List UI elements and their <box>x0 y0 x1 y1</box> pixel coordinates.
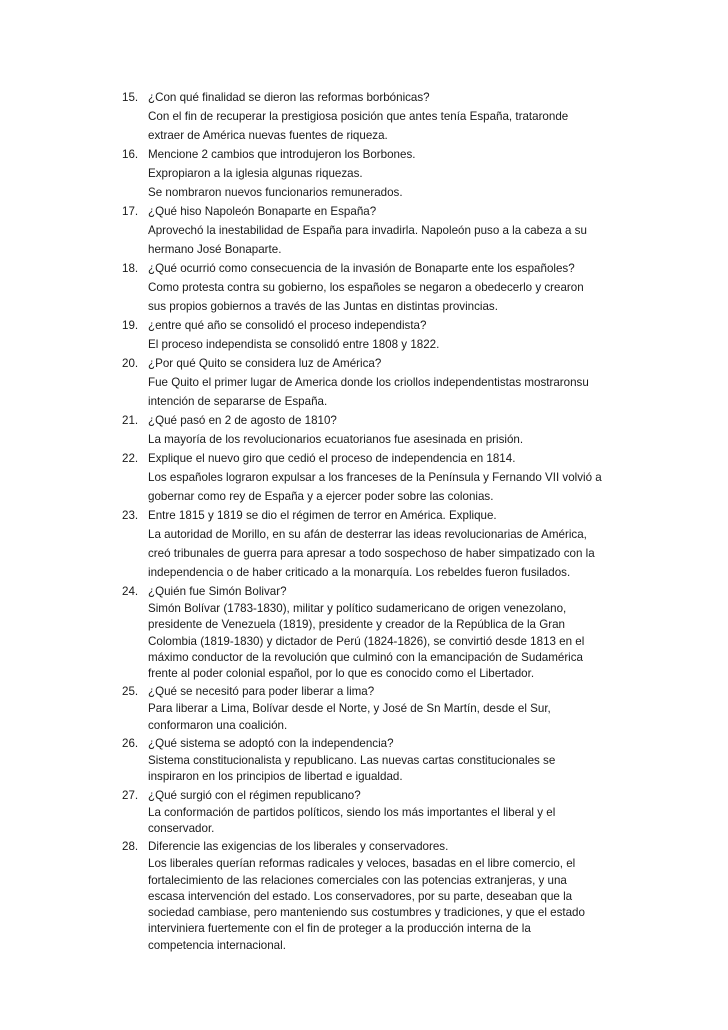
answer-line: sus propios gobiernos a través de las Juntas en distintas provincias. <box>148 300 498 313</box>
list-item <box>122 259 630 316</box>
item-number: 18. <box>122 262 139 275</box>
item-content <box>148 202 630 259</box>
answer-line: competencia internacional. <box>148 938 286 952</box>
answer-line: sociedad cambiase, pero manteniendo sus costumbres y tradiciones, y que el estado <box>148 906 585 920</box>
answer-line: Los liberales querían reformas radicales y veloces, basadas en el libre comercio, el <box>148 857 576 871</box>
item-content <box>148 582 630 682</box>
question-text: Diferencie las exigencias de los liberales y conservadores. <box>148 840 449 854</box>
answer-line: frente al poder colonial español, por lo que es conocido como el Libertador. <box>148 667 535 681</box>
item-number: 16. <box>122 148 139 161</box>
answer-line: La autoridad de Morillo, en su afán de desterrar las ideas revolucionarias de América, <box>148 528 587 541</box>
list-item <box>122 354 630 411</box>
item-number: 22. <box>122 452 139 465</box>
item-number: 28. <box>122 840 139 854</box>
answer-line: presidente de Venezuela (1819), presidente y creador de la República de la Gran <box>148 618 566 632</box>
item-number: 25. <box>122 685 139 699</box>
list-item <box>122 145 630 202</box>
question-text: ¿Qué surgió con el régimen republicano? <box>148 788 361 802</box>
list-item <box>122 582 630 682</box>
list-item <box>122 88 630 145</box>
answer-line: La mayoría de los revolucionarios ecuatorianos fue asesinada en prisión. <box>148 433 524 446</box>
item-number: 17. <box>122 205 139 218</box>
item-number: 26. <box>122 737 139 751</box>
answer-line: independencia o de haber criticado a la monarquía. Los rebeldes fueron fusilados. <box>148 566 571 579</box>
item-content <box>148 145 630 202</box>
answer-line: Aprovechó la inestabilidad de España para invadirla. Napoleón puso a la cabeza a su <box>148 224 587 237</box>
list-item <box>122 449 630 506</box>
answer-line: Se nombraron nuevos funcionarios remunerados. <box>148 186 403 199</box>
question-text: ¿entre qué año se consolidó el proceso independista? <box>148 319 427 332</box>
item-content <box>148 259 630 316</box>
item-number: 15. <box>122 91 139 104</box>
question-answer-list <box>122 88 630 954</box>
answer-line: Con el fin de recuperar la prestigiosa posición que antes tenía España, trataronde <box>148 110 569 123</box>
question-text: Explique el nuevo giro que cedió el proceso de independencia en 1814. <box>148 452 516 465</box>
list-item <box>122 837 630 954</box>
answer-line: Como protesta contra su gobierno, los españoles se negaron a obedecerlo y crearon <box>148 281 584 294</box>
item-content <box>148 449 630 506</box>
answer-line: Sistema constitucionalista y republicano. Las nuevas cartas constitucionales se <box>148 754 556 768</box>
question-text: ¿Qué pasó en 2 de agosto de 1810? <box>148 414 337 427</box>
answer-line: inspiraron en los principios de libertad e igualdad. <box>148 770 403 784</box>
question-text: ¿Por qué Quito se considera luz de América? <box>148 357 382 370</box>
item-number: 24. <box>122 585 139 598</box>
list-item <box>122 734 630 786</box>
question-text: ¿Quién fue Simón Bolivar? <box>148 585 287 598</box>
answer-line: La conformación de partidos políticos, siendo los más importantes el liberal y el <box>148 805 556 819</box>
answer-line: El proceso independista se consolidó entre 1808 y 1822. <box>148 338 440 351</box>
list-item <box>122 682 630 734</box>
question-text: ¿Qué se necesitó para poder liberar a lima? <box>148 685 375 699</box>
item-content <box>148 506 630 582</box>
answer-line: Los españoles lograron expulsar a los franceses de la Península y Fernando VII volvió a <box>148 471 602 484</box>
question-text: Mencione 2 cambios que introdujeron los Borbones. <box>148 148 416 161</box>
answer-line: Expropiaron a la iglesia algunas riquezas. <box>148 167 363 180</box>
question-text: ¿Qué hiso Napoleón Bonaparte en España? <box>148 205 377 218</box>
item-content <box>148 411 630 449</box>
answer-line: hermano José Bonaparte. <box>148 243 282 256</box>
answer-line: extraer de América nuevas fuentes de riqueza. <box>148 129 388 142</box>
answer-line: conservador. <box>148 821 215 835</box>
list-item <box>122 202 630 259</box>
list-item <box>122 316 630 354</box>
answer-line: Colombia (1819-1830) y dictador de Perú (1824-1826), se convirtió desde 1813 en el <box>148 634 585 648</box>
answer-line: escasa intervención del estado. Los conservadores, por su parte, deseaban que la <box>148 889 573 903</box>
question-text: ¿Qué ocurrió como consecuencia de la invasión de Bonaparte ente los españoles? <box>148 262 575 275</box>
item-content <box>148 354 630 411</box>
answer-line: fortalecimiento de las relaciones comerciales con las potencias extranjeras, y una <box>148 873 567 887</box>
item-content <box>148 316 630 354</box>
answer-line: creó tribunales de guerra para apresar a todo sospechoso de haber simpatizado con la <box>148 547 595 560</box>
list-item <box>122 506 630 582</box>
answer-line: gobernar como rey de España y a ejercer poder sobre las colonias. <box>148 490 494 503</box>
answer-line: Para liberar a Lima, Bolívar desde el Norte, y José de Sn Martín, desde el Sur, <box>148 702 551 716</box>
question-text: ¿Qué sistema se adoptó con la independencia? <box>148 737 394 751</box>
answer-line: máximo conductor de la revolución que culminó con la emancipación de Sudamérica <box>148 650 584 664</box>
list-item <box>122 786 630 838</box>
question-text: Entre 1815 y 1819 se dio el régimen de terror en América. Explique. <box>148 509 497 522</box>
item-number: 27. <box>122 788 139 802</box>
answer-line: intención de separarse de España. <box>148 395 328 408</box>
item-number: 21. <box>122 414 139 427</box>
answer-line: interviniera fuertemente con el fin de proteger a la producción interna de la <box>148 922 531 936</box>
item-content <box>148 734 630 786</box>
item-number: 19. <box>122 319 139 332</box>
answer-line: conformaron una coalición. <box>148 718 288 732</box>
answer-line: Fue Quito el primer lugar de America donde los criollos independentistas mostraronsu <box>148 376 589 389</box>
item-content <box>148 786 630 838</box>
item-content <box>148 682 630 734</box>
item-content <box>148 88 630 145</box>
question-text: ¿Con qué finalidad se dieron las reformas borbónicas? <box>148 91 430 104</box>
answer-line: Simón Bolívar (1783-1830), militar y político sudamericano de origen venezolano, <box>148 602 567 615</box>
item-content <box>148 837 630 954</box>
item-number: 20. <box>122 357 139 370</box>
list-item <box>122 411 630 449</box>
item-number: 23. <box>122 509 139 522</box>
